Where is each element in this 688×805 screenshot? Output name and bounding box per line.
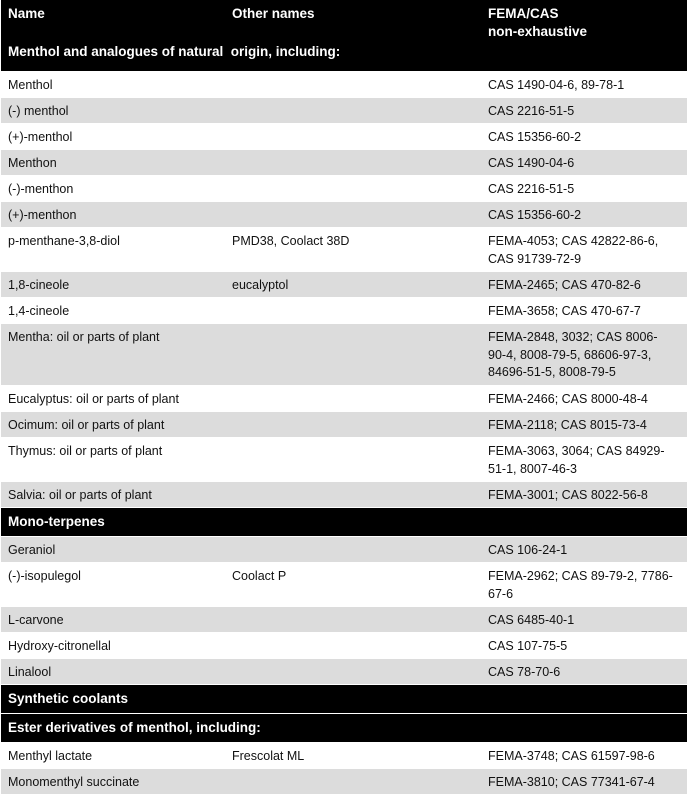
cell-fema-cas: FEMA-3810; CAS 77341-67-4 — [488, 775, 655, 789]
cell-fema-cas-line: 90-4, 8008-79-5, 68606-97-3, — [488, 347, 652, 362]
cell-fema-cas-line: FEMA-4053; CAS 42822-86-6, — [488, 234, 659, 248]
cell-fema-cas: CAS 15356-60-2 — [488, 130, 582, 144]
cell-fema-cas: CAS 2216-51-5 — [488, 104, 575, 118]
section-heading-label: Ester derivatives of menthol, including: — [8, 720, 261, 735]
cell-name: Ocimum: oil or parts of plant — [8, 418, 165, 432]
table-row — [1, 537, 687, 563]
cell-fema-cas: CAS 107-75-5 — [488, 639, 568, 653]
cell-name: (+)-menthol — [8, 130, 73, 144]
cell-name: Thymus: oil or parts of plant — [8, 444, 163, 458]
cell-other-names: PMD38, Coolact 38D — [232, 234, 350, 248]
cell-other-names: Frescolat ML — [232, 749, 305, 763]
section-heading-label: Mono-terpenes — [8, 514, 105, 529]
cell-name: (-)-menthon — [8, 182, 74, 196]
table-row — [1, 124, 687, 150]
cell-name: Geraniol — [8, 543, 56, 557]
section-heading-ester-derivatives — [1, 714, 687, 743]
cell-name: Monomenthyl succinate — [8, 775, 140, 789]
cell-name: Mentha: oil or parts of plant — [8, 330, 160, 344]
cell-fema-cas-line: 51-1, 8007-46-3 — [488, 461, 577, 476]
table-row — [1, 298, 687, 324]
cell-fema-cas: CAS 6485-40-1 — [488, 613, 575, 627]
cell-name: Menthon — [8, 156, 57, 170]
cell-fema-cas: CAS 78-70-6 — [488, 665, 561, 679]
section-heading-synthetic-coolants — [1, 685, 687, 714]
column-header-fema-cas-note: non-exhaustive — [488, 24, 588, 39]
table-row — [1, 324, 687, 386]
cell-name: Hydroxy-citronellal — [8, 639, 111, 653]
cell-name: Linalool — [8, 665, 52, 679]
table-row — [1, 769, 687, 795]
cell-name: Salvia: oil or parts of plant — [8, 488, 152, 502]
cell-other-names: Coolact P — [232, 569, 287, 583]
cell-fema-cas: CAS 106-24-1 — [488, 543, 568, 557]
cell-name: Menthol — [8, 78, 53, 92]
cell-name: p-menthane-3,8-diol — [8, 234, 120, 248]
cell-name: 1,8-cineole — [8, 278, 70, 292]
column-header-fema-cas: FEMA/CAS — [488, 6, 559, 21]
table-row — [1, 202, 687, 228]
cell-fema-cas-line: 67-6 — [488, 586, 514, 601]
section-heading-mono-terpenes — [1, 508, 687, 537]
cell-name: Menthyl lactate — [8, 749, 93, 763]
cell-fema-cas-line: CAS 91739-72-9 — [488, 251, 582, 266]
cell-name: (-)-isopulegol — [8, 569, 81, 583]
table-header — [1, 0, 687, 72]
cell-fema-cas — [488, 233, 658, 268]
cell-fema-cas-line: FEMA-2962; CAS 89-79-2, 7786- — [488, 569, 673, 583]
cell-fema-cas: FEMA-3748; CAS 61597-98-6 — [488, 749, 655, 763]
cell-fema-cas: CAS 1490-04-6 — [488, 156, 575, 170]
table-row — [1, 98, 687, 124]
cell-fema-cas: FEMA-2465; CAS 470-82-6 — [488, 278, 641, 292]
column-header-name: Name — [8, 6, 45, 21]
cell-name: (-) menthol — [8, 104, 69, 118]
cell-fema-cas: FEMA-2466; CAS 8000-48-4 — [488, 392, 648, 406]
cell-fema-cas — [488, 329, 658, 382]
cell-fema-cas — [488, 443, 665, 478]
cell-fema-cas: CAS 2216-51-5 — [488, 182, 575, 196]
table-row — [1, 633, 687, 659]
column-header-other-names: Other names — [232, 6, 315, 21]
table-row — [1, 743, 687, 769]
cell-other-names: eucalyptol — [232, 278, 289, 292]
table-row — [1, 438, 687, 482]
table-row — [1, 228, 687, 272]
table-row — [1, 72, 687, 98]
cell-name: L-carvone — [8, 613, 64, 627]
cell-name: 1,4-cineole — [8, 304, 70, 318]
table-row — [1, 607, 687, 633]
table-row — [1, 176, 687, 202]
cell-fema-cas: CAS 15356-60-2 — [488, 208, 582, 222]
cell-fema-cas: CAS 1490-04-6, 89-78-1 — [488, 78, 625, 92]
cell-fema-cas-line: 84696-51-5, 8008-79-5 — [488, 365, 616, 379]
section-heading-menthol: Menthol and analogues of natural origin, including: — [8, 44, 341, 59]
cell-fema-cas: FEMA-3658; CAS 470-67-7 — [488, 304, 641, 318]
cell-name: (+)-menthon — [8, 208, 77, 222]
cell-fema-cas: FEMA-3001; CAS 8022-56-8 — [488, 488, 648, 502]
cell-fema-cas-line: FEMA-2848, 3032; CAS 8006- — [488, 330, 658, 344]
cell-name: Eucalyptus: oil or parts of plant — [8, 392, 179, 406]
table-row — [1, 386, 687, 412]
cell-fema-cas: FEMA-2118; CAS 8015-73-4 — [488, 418, 647, 432]
coolants-table — [1, 0, 687, 795]
table-row — [1, 150, 687, 176]
table-row — [1, 272, 687, 298]
table-row — [1, 563, 687, 607]
section-heading-label: Synthetic coolants — [8, 691, 129, 706]
table-row — [1, 412, 687, 438]
table-row — [1, 659, 687, 685]
cell-fema-cas — [488, 568, 673, 603]
table-row — [1, 482, 687, 508]
cell-fema-cas-line: FEMA-3063, 3064; CAS 84929- — [488, 444, 665, 458]
